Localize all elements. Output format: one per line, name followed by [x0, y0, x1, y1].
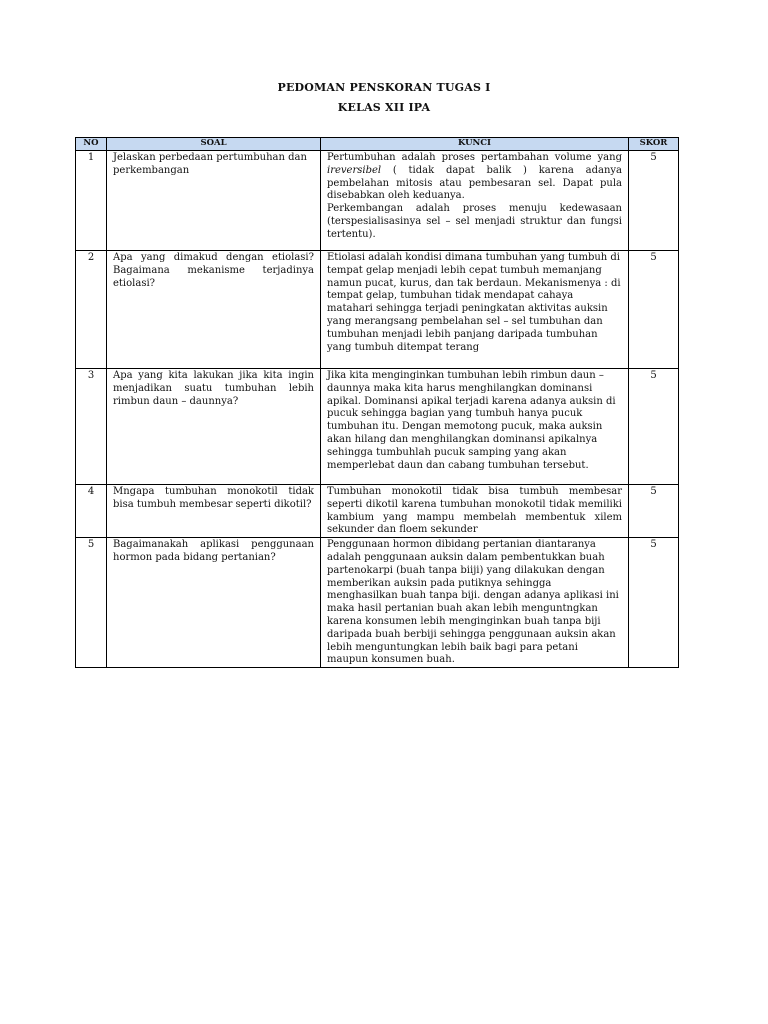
question-text: Jelaskan perbedaan pertumbuhan dan perkembangan	[107, 151, 321, 251]
question-text: Bagaimanakah aplikasi penggunaan hormon pada bidang pertanian?	[107, 538, 321, 668]
row-number: 5	[76, 538, 107, 668]
header-soal: SOAL	[107, 138, 321, 151]
question-text: Mngapa tumbuhan monokotil tidak bisa tumbuh membesar seperti dikotil?	[107, 485, 321, 538]
table-row	[76, 538, 679, 668]
answer-key-text: Pertumbuhan adalah proses pertambahan volume yang ireversibel ( tidak dapat balik ) karena adanya pembelahan mitosis atau pembesaran sel. Dapat pula disebabkan oleh keduanya. Perkembangan adalah proses menuju kedewasaan (terspesialisasinya sel – sel menjadi struktur dan fungsi tertentu).	[321, 151, 629, 251]
score-value: 5	[629, 485, 679, 538]
answer-key-text: Etiolasi adalah kondisi dimana tumbuhan yang tumbuh di tempat gelap menjadi lebih cepat tumbuh memanjang namun pucat, kurus, dan tak berdaun. Mekanismenya : di tempat gelap, tumbuhan tidak mendapat cahaya matahari sehingga terjadi peningkatan aktivitas auksin yang merangsang pembelahan sel – sel tumbuhan dan tumbuhan menjadi lebih panjang daripada tumbuhan yang tumbuh ditempat terang	[321, 251, 629, 369]
answer-key-text: Penggunaan hormon dibidang pertanian diantaranya adalah penggunaan auksin dalam pembentukkan buah partenokarpi (buah tanpa biiji) yang dilakukan dengan memberikan auksin pada putiknya sehingga menghasilkan buah tanpa biji. dengan adanya aplikasi ini maka hasil pertanian buah akan lebih menguntngkan karena konsumen lebih menginginkan buah tanpa biji daripada buah berbiji sehingga penggunaan auksin akan lebih menguntungkan lebih baik bagi para petani maupun konsumen buah.	[321, 538, 629, 668]
table-row	[76, 369, 679, 485]
score-value: 5	[629, 538, 679, 668]
table-header-row	[76, 138, 679, 151]
row-number: 4	[76, 485, 107, 538]
header-skor: SKOR	[629, 138, 679, 151]
score-value: 5	[629, 151, 679, 251]
row-number: 2	[76, 251, 107, 369]
answer-key-text: Jika kita menginginkan tumbuhan lebih rimbun daun – daunnya maka kita harus menghilangkan dominansi apikal. Dominansi apikal terjadi karena adanya auksin di pucuk sehingga bagian yang tumbuh hanya pucuk tumbuhan itu. Dengan memotong pucuk, maka auksin akan hilang dan menghilangkan dominansi apikalnya sehingga tumbuhlah pucuk samping yang akan memperlebat daun dan cabang tumbuhan tersebut.	[321, 369, 629, 485]
row-number: 1	[76, 151, 107, 251]
question-text: Apa yang dimakud dengan etiolasi? Bagaimana mekanisme terjadinya etiolasi?	[107, 251, 321, 369]
score-value: 5	[629, 251, 679, 369]
header-kunci: KUNCI	[321, 138, 629, 151]
header-no: NO	[76, 138, 107, 151]
italic-term: ireversibel	[327, 164, 382, 176]
row-number: 3	[76, 369, 107, 485]
document-title: PEDOMAN PENSKORAN TUGAS I	[277, 81, 491, 94]
table-row	[76, 251, 679, 369]
table-row	[76, 151, 679, 251]
answer-key-text: Tumbuhan monokotil tidak bisa tumbuh membesar seperti dikotil karena tumbuhan monokotil tidak memiliki kambium yang mampu membelah membentuk xilem sekunder dan floem sekunder	[321, 485, 629, 538]
scoring-table	[75, 137, 679, 668]
question-text: Apa yang kita lakukan jika kita ingin menjadikan suatu tumbuhan lebih rimbun daun – daunnya?	[107, 369, 321, 485]
score-value: 5	[629, 369, 679, 485]
document-subtitle: KELAS XII IPA	[337, 101, 431, 114]
table-row	[76, 485, 679, 538]
